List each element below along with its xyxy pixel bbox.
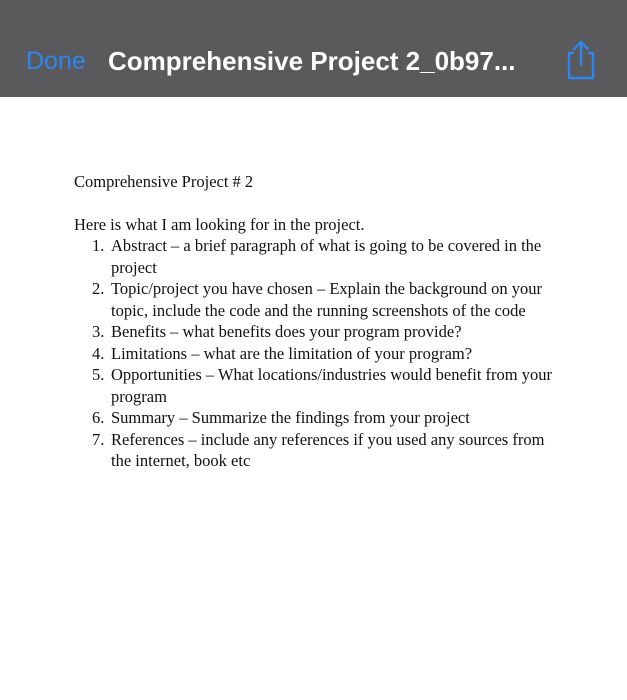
list-item <box>74 407 564 429</box>
list-item-number: 2. <box>92 279 105 298</box>
list-item <box>74 364 564 407</box>
share-icon[interactable] <box>562 38 600 82</box>
list-item-text: Limitations – what are the limitation of your program? <box>111 343 473 363</box>
list-item <box>74 235 564 278</box>
list-item <box>74 429 564 472</box>
document-title: Comprehensive Project 2_0b97... <box>108 46 516 76</box>
document-page <box>0 97 627 700</box>
list-item-text: Benefits – what benefits does your program provide? <box>111 322 462 341</box>
document-intro: Here is what I am looking for in the project. <box>74 214 365 234</box>
top-navigation-bar <box>0 0 627 97</box>
list-item-number: 3. <box>92 322 105 341</box>
list-item-text: Opportunities – What locations/industries would benefit from your program <box>111 365 552 406</box>
list-item-number: 6. <box>92 408 105 427</box>
list-item-text: References – include any references if you used any sources from the internet, book etc <box>111 429 545 470</box>
list-item-number: 4. <box>92 343 105 363</box>
list-item <box>74 278 564 321</box>
document-heading: Comprehensive Project # 2 <box>74 172 254 191</box>
requirements-list <box>74 235 564 472</box>
done-button[interactable]: Done <box>26 47 86 75</box>
list-item-text: Abstract – a brief paragraph of what is going to be covered in the project <box>111 236 542 277</box>
list-item <box>74 343 564 365</box>
list-item-text: Topic/project you have chosen – Explain the background on your topic, include the code and the running screenshots of the code <box>111 279 542 320</box>
list-item <box>74 321 564 343</box>
list-item-number: 5. <box>92 365 105 384</box>
list-item-number: 7. <box>92 429 105 449</box>
list-item-text: Summary – Summarize the findings from your project <box>111 408 470 427</box>
list-item-number: 1. <box>92 236 105 255</box>
document-content <box>74 171 564 472</box>
